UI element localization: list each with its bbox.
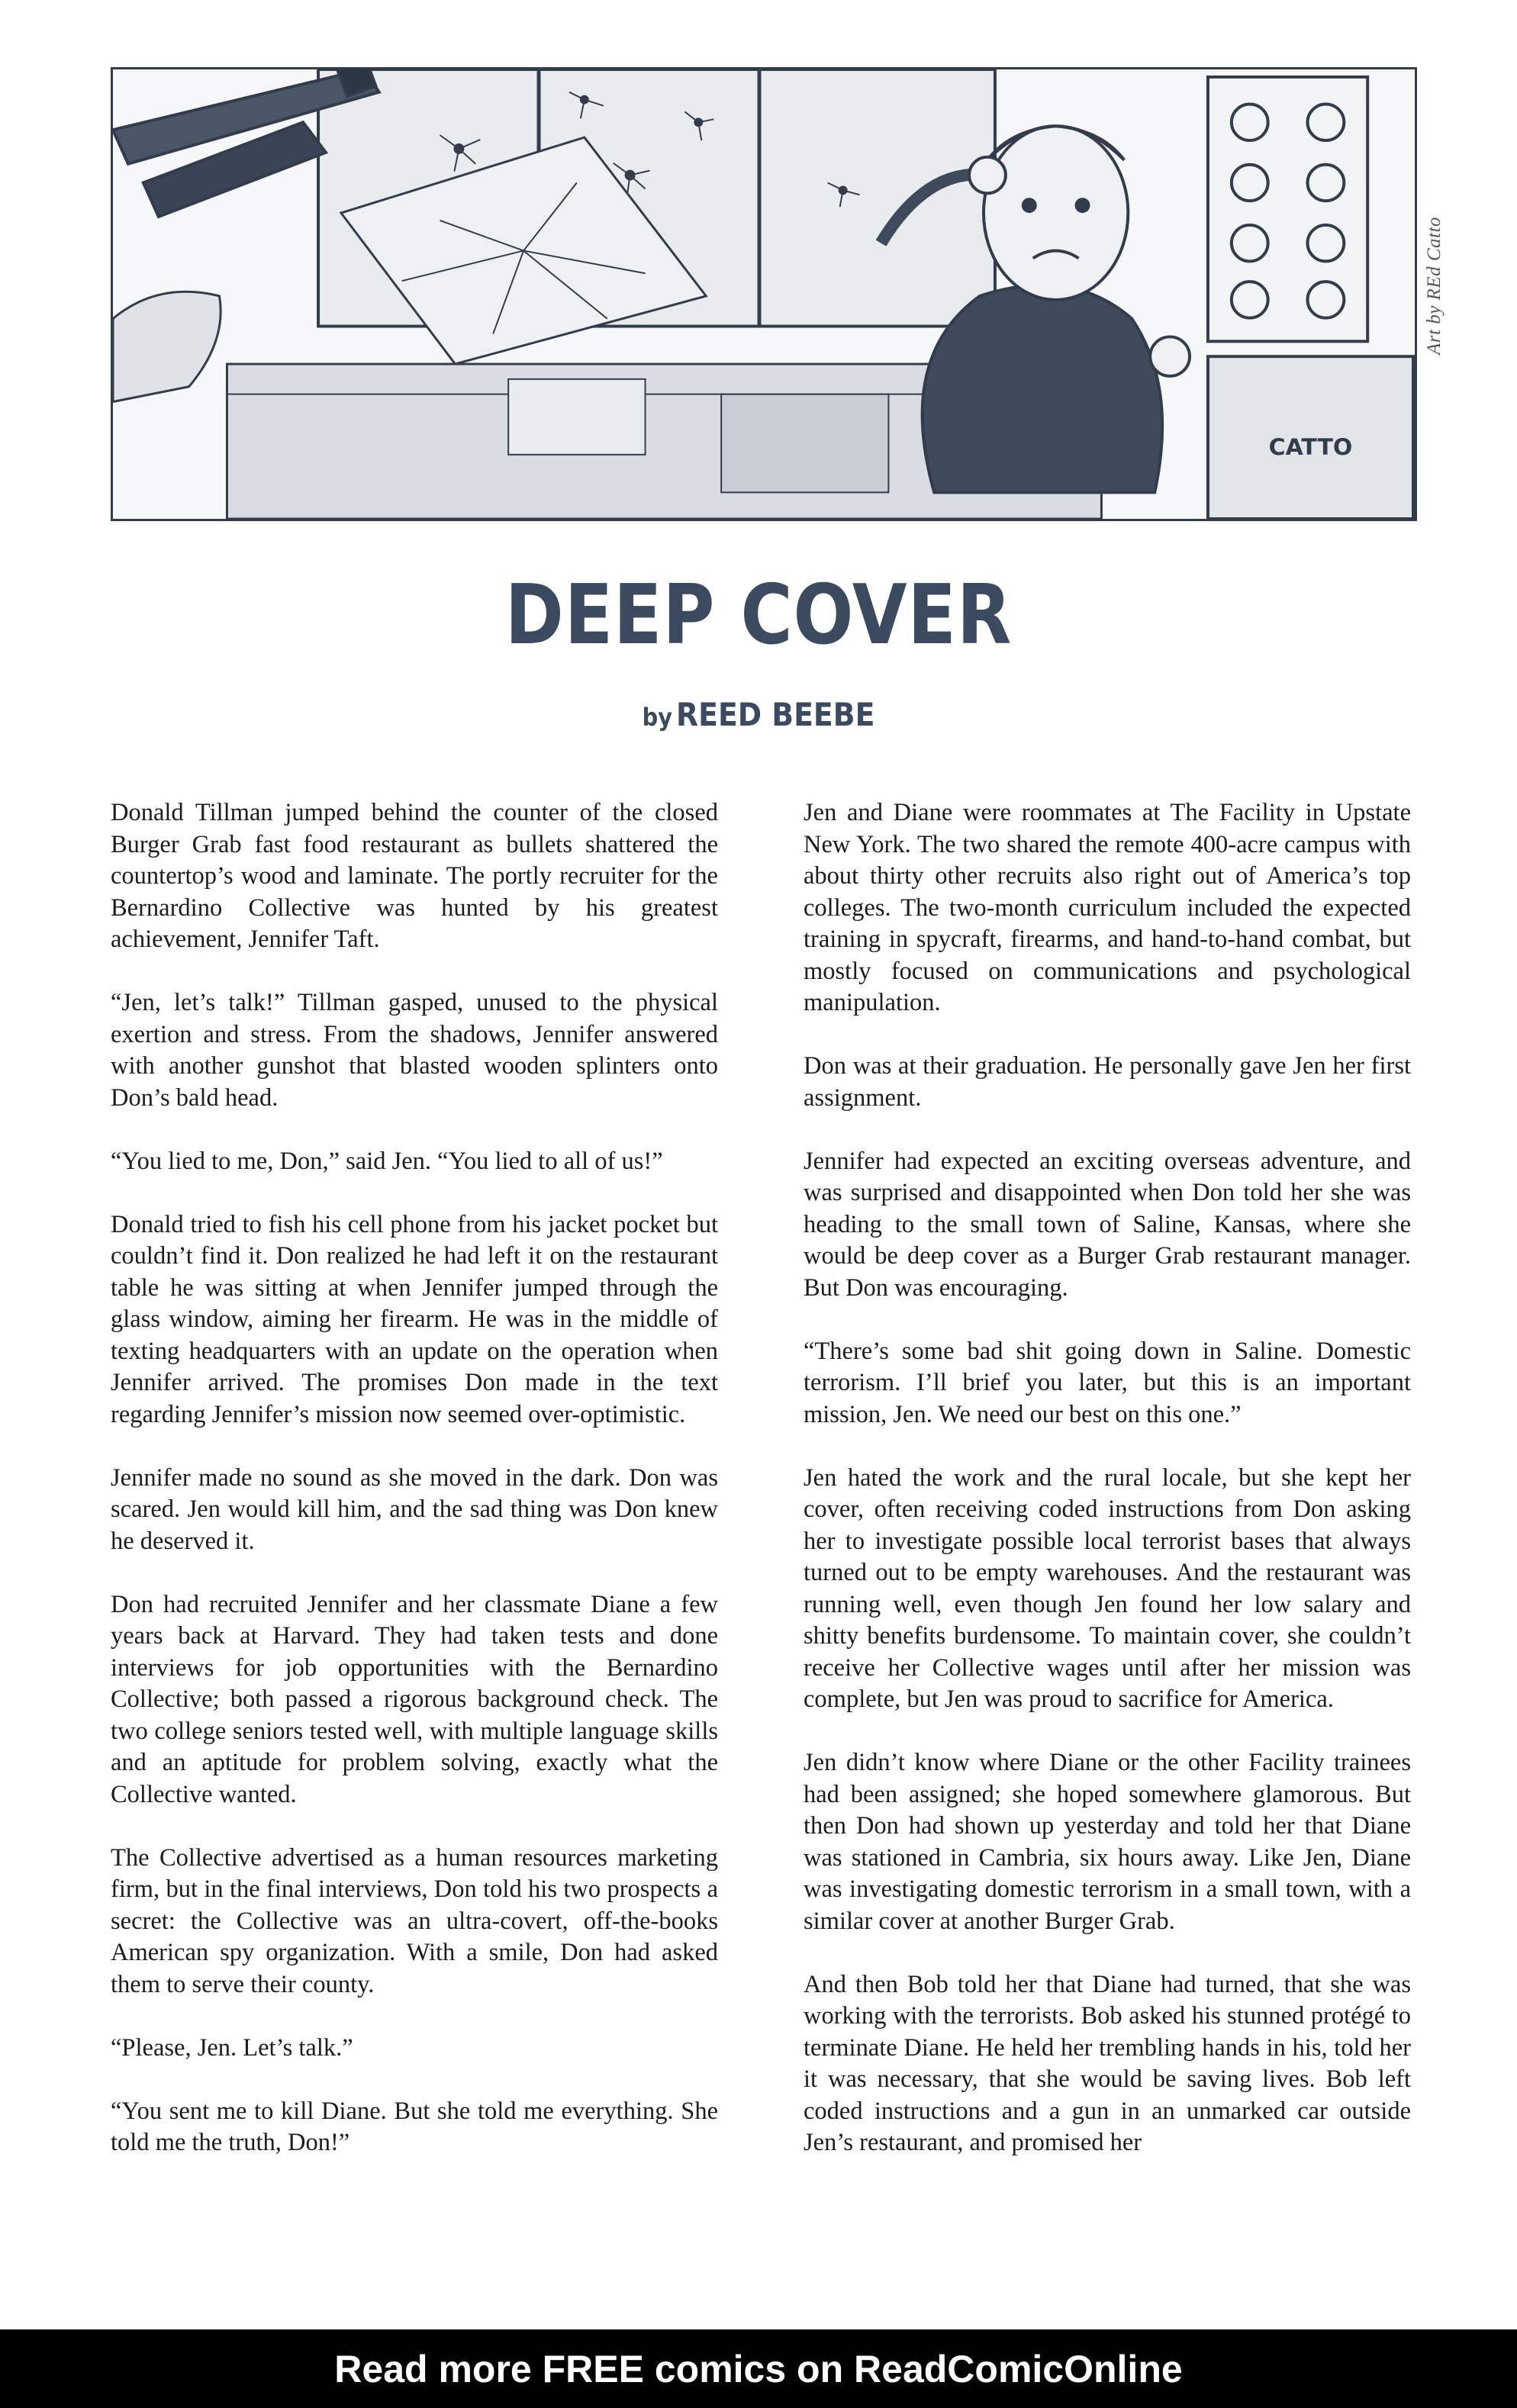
paragraph: Don had recruited Jennifer and her classmate Diane a few years back at Harvard. They had taken tests and done interviews for job opportunities with the Bernardino Collective; both passed a rigorous background check. The two college seniors tested well, with multiple language skills and an aptitude for problem solving, exactly what the Collective wanted. bbox=[111, 1590, 718, 1808]
paragraph: Donald tried to fish his cell phone from his jacket pocket but couldn’t find it. Don realized he had left it on the restaurant table he was sitting at when Jennifer jumped through the glass window, aiming her firearm. He was in the middle of texting headquarters with an update on the operation when Jennifer arrived. The promises Don made in the text regarding Jennifer’s mission now seemed over-optimistic. bbox=[111, 1210, 718, 1428]
paragraph: “You sent me to kill Diane. But she told me everything. She told me the truth, Don!” bbox=[111, 2097, 718, 2156]
promo-banner-text[interactable]: Read more FREE comics on ReadComicOnline bbox=[334, 2347, 1183, 2390]
story-illustration bbox=[111, 67, 1417, 521]
paragraph: Don was at their graduation. He personally gave Jen her first assignment. bbox=[804, 1052, 1411, 1112]
paragraph: The Collective advertised as a human resources marketing firm, but in the final interviews, Don told his two prospects a secret: the Collective was an ultra-covert, off-the-books American spy organization. With a smile, Don had asked them to serve their county. bbox=[111, 1843, 718, 1998]
byline-prefix: by bbox=[642, 703, 672, 732]
paragraph: And then Bob told her that Diane had turned, that she was working with the terrorists. Bob asked his stunned protégé to terminate Diane. He held her trembling hands in his, told her it was necessary, that she would be saving lives. Bob left coded instructions and a gun in an unmarked car outside Jen’s restaurant, and promised her bbox=[804, 1970, 1411, 2156]
illustration-drawing bbox=[113, 69, 1415, 519]
promo-banner[interactable] bbox=[0, 2329, 1517, 2408]
paragraph: Jen hated the work and the rural locale, but she kept her cover, often receiving coded instructions from Don asking her to investigate possible local terrorist bases that always turned out to be empty warehouses. And the restaurant was running well, even though Jen found her low salary and shitty benefits burdensome. To maintain cover, she couldn’t receive her Collective wages until after her mission was complete, but Jen was proud to sacrifice for America. bbox=[804, 1463, 1411, 1713]
paragraph: Jennifer made no sound as she moved in the dark. Don was scared. Jen would kill him, and the sad thing was Don knew he deserved it. bbox=[111, 1463, 718, 1555]
art-credit-text: Art by REd Catto bbox=[1424, 217, 1445, 355]
artist-signature: CATTO bbox=[1268, 433, 1353, 461]
left-column bbox=[111, 797, 718, 2191]
right-column bbox=[804, 797, 1411, 2191]
paragraph: Jen and Diane were roommates at The Facility in Upstate New York. The two shared the remote 400-acre campus with about thirty other recruits also right out of America’s top colleges. The two-month curriculum included the expected training in spycraft, firearms, and hand-to-hand combat, but mostly focused on communications and psychological manipulation. bbox=[804, 799, 1411, 1016]
byline-author: REED BEEBE bbox=[676, 696, 875, 733]
story-title: DEEP COVER bbox=[504, 568, 1013, 663]
paragraph: “Jen, let’s talk!” Tillman gasped, unused to the physical exertion and stress. From the shadows, Jennifer answered with another gunshot that blasted wooden splinters onto Don’s bald head. bbox=[111, 989, 718, 1112]
paragraph: Donald Tillman jumped behind the counter of the closed Burger Grab fast food restaurant as bullets shattered the countertop’s wood and laminate. The portly recruiter for the Bernardino Collective was hunted by his greatest achievement, Jennifer Taft. bbox=[111, 799, 718, 953]
paragraph: Jen didn’t know where Diane or the other Facility trainees had been assigned; she hoped somewhere glamorous. But then Don had shown up yesterday and told her that Diane was stationed in Cambria, six hours away. Like Jen, Diane was investigating domestic terrorism in a small town, with a similar cover at another Burger Grab. bbox=[804, 1749, 1411, 1935]
paragraph: “There’s some bad shit going down in Saline. Domestic terrorism. I’ll brief you later, but this is an important mission, Jen. We need our best on this one.” bbox=[804, 1337, 1411, 1428]
paragraph: Jennifer had expected an exciting overseas adventure, and was surprised and disappointed when Don told her she was heading to the small town of Saline, Kansas, where she would be deep cover as a Burger Grab restaurant manager. But Don was encouraging. bbox=[804, 1147, 1411, 1302]
paragraph: “Please, Jen. Let’s talk.” bbox=[111, 2033, 353, 2062]
byline bbox=[76, 696, 1441, 734]
paragraph: “You lied to me, Don,” said Jen. “You lied to all of us!” bbox=[111, 1147, 663, 1175]
